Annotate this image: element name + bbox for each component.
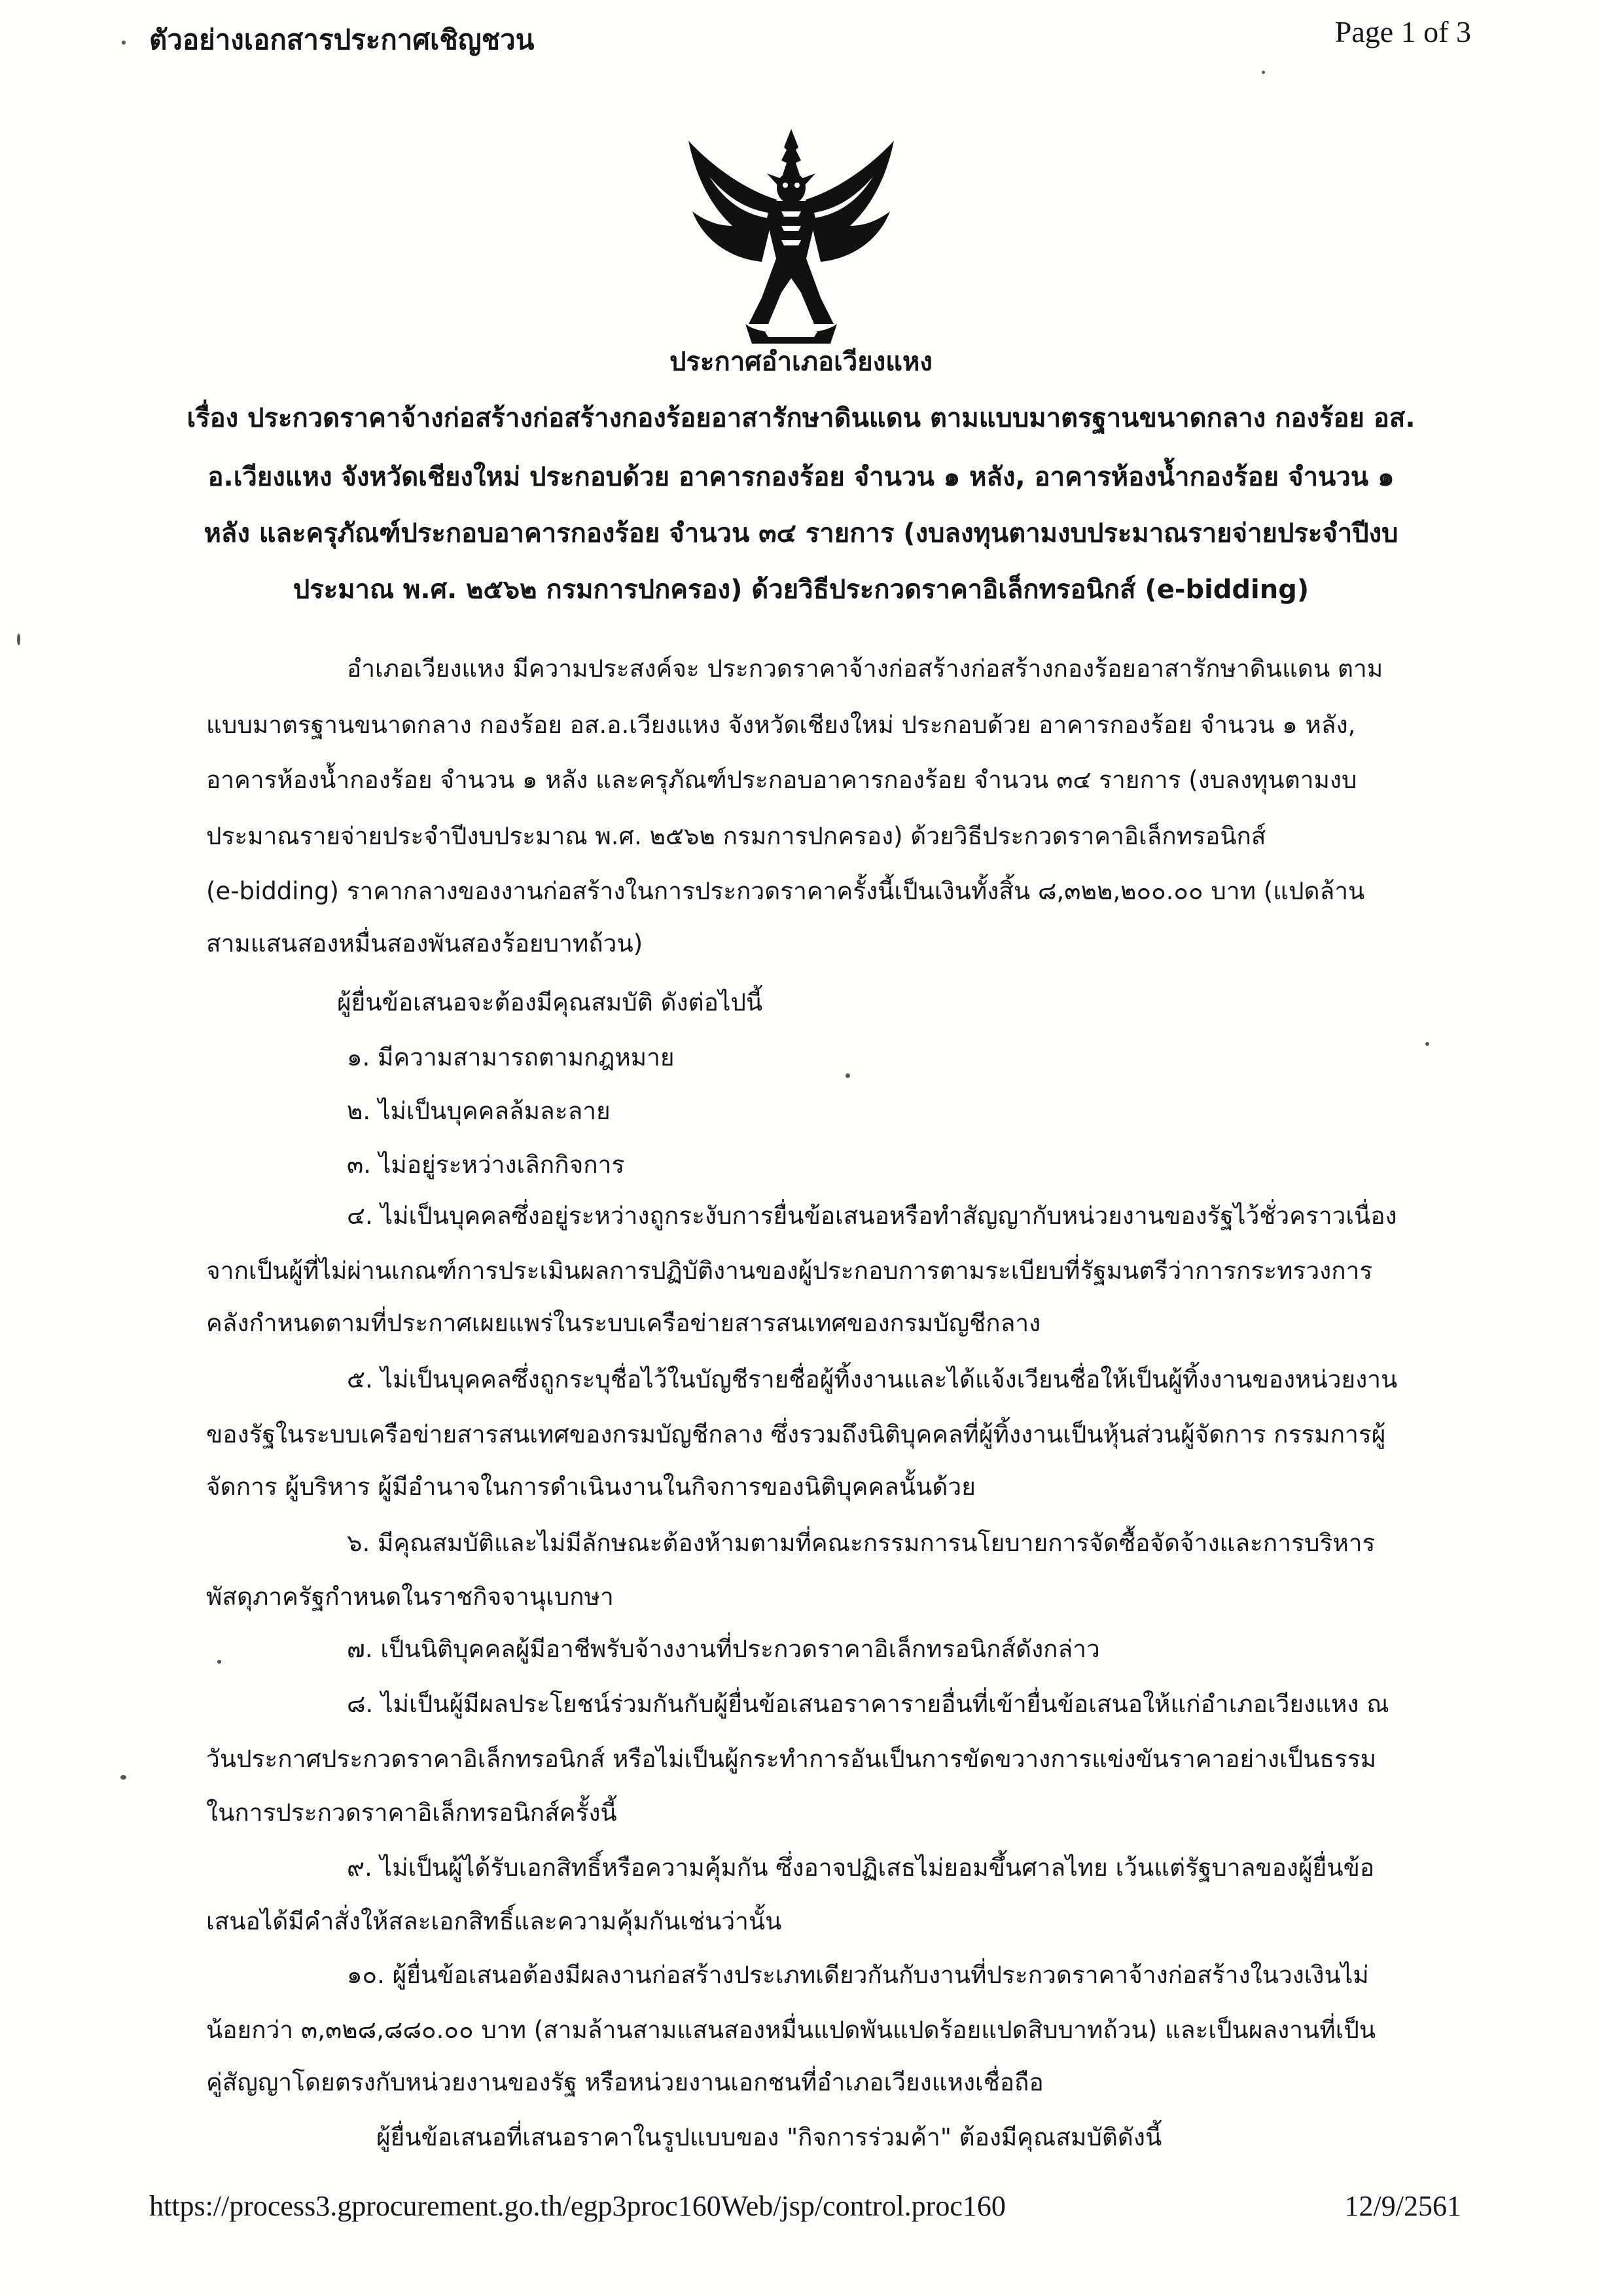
garuda-emblem <box>683 128 899 347</box>
qualification-10-line-1: ๑๐. ผู้ยื่นข้อเสนอต้องมีผลงานก่อสร้างประเภทเดียวกันกับงานที่ประกวดราคาจ้างก่อสร้างในวงเงินไม่ <box>347 1961 1369 1989</box>
scan-speck <box>217 1660 221 1664</box>
qualification-5-line-2: ของรัฐในระบบเครือข่ายสารสนเทศของกรมบัญชีกลาง ซึ่งรวมถึงนิติบุคคลที่ผู้ทิ้งงานเป็นหุ้นส่วนผู้จัดการ กรรมการผู้ <box>206 1420 1386 1448</box>
qualification-4-line-3: คลังกำหนดตามที่ประกาศเผยแพร่ในระบบเครือข่ายสารสนเทศของกรมบัญชีกลาง <box>206 1309 1041 1337</box>
subject-line-3: หลัง และครุภัณฑ์ประกอบอาคารกองร้อย จำนวน ๓๔ รายการ (งบลงทุนตามงบประมาณรายจ่ายประจำปีงบ <box>204 518 1398 548</box>
subject-line-2: อ.เวียงแหง จังหวัดเชียงใหม่ ประกอบด้วย อาคารกองร้อย จำนวน ๑ หลัง, อาคารห้องน้ำกองร้อย จำนวน ๑ <box>207 462 1395 492</box>
joint-venture-heading: ผู้ยื่นข้อเสนอที่เสนอราคาในรูปแบบของ "กิจการร่วมค้า" ต้องมีคุณสมบัติดังนี้ <box>376 2123 1162 2151</box>
source-url: https://process3.gprocurement.go.th/egp3proc160Web/jsp/control.proc160 <box>149 2190 1006 2222</box>
scan-speck <box>1262 71 1265 74</box>
qualification-heading: ผู้ยื่นข้อเสนอจะต้องมีคุณสมบัติ ดังต่อไปนี้ <box>337 988 763 1016</box>
print-date: 12/9/2561 <box>1344 2190 1461 2222</box>
intro-line-4: ประมาณรายจ่ายประจำปีงบประมาณ พ.ศ. ๒๕๖๒ กรมการปกครอง) ด้วยวิธีประกวดราคาอิเล็กทรอนิกส์ <box>206 822 1266 850</box>
announcement-agency: ประกาศอำเภอเวียงแหง <box>669 347 933 377</box>
qualification-10-line-3: คู่สัญญาโดยตรงกับหน่วยงานของรัฐ หรือหน่วยงานเอกชนที่อำเภอเวียงแหงเชื่อถือ <box>206 2068 1044 2096</box>
qualification-6-line-2: พัสดุภาครัฐกำหนดในราชกิจจานุเบกษา <box>206 1583 614 1611</box>
qualification-3: ๓. ไม่อยู่ระหว่างเลิกกิจการ <box>347 1151 625 1179</box>
qualification-7: ๗. เป็นนิติบุคคลผู้มีอาชีพรับจ้างงานที่ประกวดราคาอิเล็กทรอนิกส์ดังกล่าว <box>347 1635 1100 1663</box>
intro-line-1: อำเภอเวียงแหง มีความประสงค์จะ ประกวดราคาจ้างก่อสร้างก่อสร้างกองร้อยอาสารักษาดินแดน ตาม <box>347 655 1383 683</box>
scan-speck <box>120 1775 126 1780</box>
scan-speck <box>1425 1042 1429 1046</box>
qualification-9-line-2: เสนอได้มีคำสั่งให้สละเอกสิทธิ์และความคุ้มกันเช่นว่านั้น <box>206 1907 782 1935</box>
qualification-8-line-3: ในการประกวดราคาอิเล็กทรอนิกส์ครั้งนี้ <box>206 1799 617 1827</box>
intro-line-5: (e-bidding) ราคากลางของงานก่อสร้างในการประกวดราคาครั้งนี้เป็นเงินทั้งสิ้น ๘,๓๒๒,๒๐๐.๐๐ บาท (แปดล้าน <box>206 877 1365 905</box>
qualification-5-line-3: จัดการ ผู้บริหาร ผู้มีอำนาจในการดำเนินงานในกิจการของนิติบุคคลนั้นด้วย <box>206 1473 976 1501</box>
subject-line-1: เรื่อง ประกวดราคาจ้างก่อสร้างก่อสร้างกองร้อยอาสารักษาดินแดน ตามแบบมาตรฐานขนาดกลาง กองร้อย อส. <box>187 403 1415 433</box>
subject-line-4: ประมาณ พ.ศ. ๒๕๖๒ กรมการปกครอง) ด้วยวิธีประกวดราคาอิเล็กทรอนิกส์ (e-bidding) <box>293 575 1309 605</box>
qualification-4-line-2: จากเป็นผู้ที่ไม่ผ่านเกณฑ์การประเมินผลการปฏิบัติงานของผู้ประกอบการตามระเบียบที่รัฐมนตรีว่าการกระทรวงการ <box>206 1257 1373 1285</box>
scan-speck <box>17 634 20 645</box>
intro-line-2: แบบมาตรฐานขนาดกลาง กองร้อย อส.อ.เวียงแหง จังหวัดเชียงใหม่ ประกอบด้วย อาคารกองร้อย จำนวน ๑ หลัง, <box>206 711 1356 739</box>
qualification-6-line-1: ๖. มีคุณสมบัติและไม่มีลักษณะต้องห้ามตามที่คณะกรรมการนโยบายการจัดซื้อจัดจ้างและการบริหาร <box>347 1529 1376 1557</box>
qualification-2: ๒. ไม่เป็นบุคคลล้มละลาย <box>347 1097 611 1125</box>
document-label: ตัวอย่างเอกสารประกาศเชิญชวน <box>149 24 535 56</box>
scan-speck <box>122 41 126 45</box>
qualification-8-line-2: วันประกาศประกวดราคาอิเล็กทรอนิกส์ หรือไม่เป็นผู้กระทำการอันเป็นการขัดขวางการแข่งขันราคาอย่างเป็นธรรม <box>206 1745 1377 1773</box>
qualification-9-line-1: ๙. ไม่เป็นผู้ได้รับเอกสิทธิ์หรือความคุ้มกัน ซึ่งอาจปฏิเสธไม่ยอมขึ้นศาลไทย เว้นแต่รัฐบาลของผู้ยื่นข้อ <box>347 1854 1375 1882</box>
qualification-8-line-1: ๘. ไม่เป็นผู้มีผลประโยชน์ร่วมกันกับผู้ยื่นข้อเสนอราคารายอื่นที่เข้ายื่นข้อเสนอให้แก่อำเภอเวียงแหง ณ <box>347 1690 1389 1718</box>
page-number: Page 1 of 3 <box>1334 15 1471 48</box>
qualification-4-line-1: ๔. ไม่เป็นบุคคลซึ่งอยู่ระหว่างถูกระงับการยื่นข้อเสนอหรือทำสัญญากับหน่วยงานของรัฐไว้ชั่วคราวเนื่อง <box>347 1202 1397 1230</box>
intro-line-3: อาคารห้องน้ำกองร้อย จำนวน ๑ หลัง และครุภัณฑ์ประกอบอาคารกองร้อย จำนวน ๓๔ รายการ (งบลงทุนตามงบ <box>206 766 1357 794</box>
qualification-1: ๑. มีความสามารถตามกฎหมาย <box>347 1043 675 1071</box>
scan-speck <box>846 1073 850 1078</box>
qualification-5-line-1: ๕. ไม่เป็นบุคคลซึ่งถูกระบุชื่อไว้ในบัญชีรายชื่อผู้ทิ้งงานและได้แจ้งเวียนชื่อให้เป็นผู้ทิ้งงานของหน่วยงาน <box>347 1365 1398 1393</box>
intro-line-6: สามแสนสองหมื่นสองพันสองร้อยบาทถ้วน) <box>206 929 643 958</box>
qualification-10-line-2: น้อยกว่า ๓,๓๒๘,๘๘๐.๐๐ บาท (สามล้านสามแสนสองหมื่นแปดพันแปดร้อยแปดสิบบาทถ้วน) และเป็นผลงานที่เป็น <box>206 2016 1376 2044</box>
